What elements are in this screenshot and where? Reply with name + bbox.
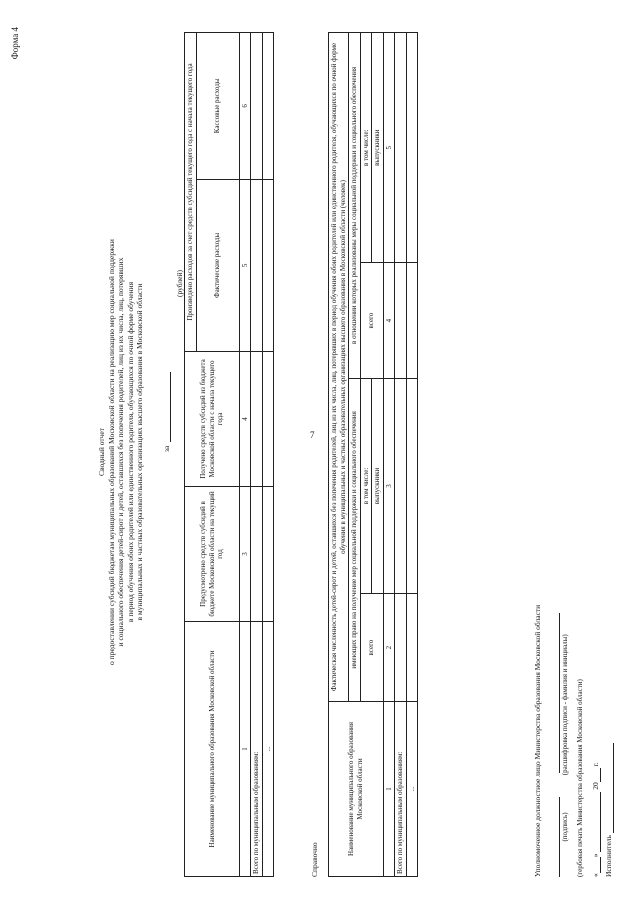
- signature-row: [549, 37, 560, 877]
- form-label: Форма 4: [10, 27, 20, 60]
- executor-row: [603, 37, 614, 877]
- t1-num-4: 4: [239, 352, 251, 487]
- period-label: за: [162, 445, 171, 452]
- caption-signature: (подпись): [561, 812, 569, 842]
- title-line-5: в муниципальных и частных образовательных организациях высшего образования в Московской области: [135, 283, 144, 621]
- t2-header-total-a: всего: [360, 594, 383, 702]
- date-row: [590, 37, 601, 877]
- t2-header-eligible: имеющих право на получение мер социальной поддержки и социального обеспечения: [349, 378, 361, 701]
- subsidy-table: [184, 32, 274, 877]
- date-quote-close: »: [591, 853, 600, 858]
- t2-total-cell: [395, 594, 407, 702]
- t2-total-label: Всего по муниципальным образованиям:: [395, 702, 407, 877]
- t2-total-cell: [395, 33, 407, 263]
- day-blank: [591, 857, 601, 873]
- rotated-form: [2, 17, 632, 892]
- t1-empty-cell: [262, 33, 274, 180]
- t1-header-cash: Кассовые расходы: [196, 33, 239, 180]
- units-label: (рублей): [175, 269, 184, 297]
- signature-line: [550, 797, 560, 877]
- t2-header-total-b: всего: [360, 263, 383, 378]
- t2-header-including-a: в том числе:: [360, 378, 372, 593]
- period-line: [162, 372, 171, 452]
- title-line-2: о предоставлении субсидий бюджетам муниципальных образований Московской области на реализацию мер социальной поддержки: [106, 239, 116, 665]
- year-blank: [591, 768, 601, 782]
- t2-header-including-b: в том числе:: [360, 33, 372, 263]
- t2-num-3: 3: [383, 378, 395, 593]
- t2-header-implemented: в отношении которых реализованы меры социальной поддержки и социального обеспечения: [349, 33, 361, 379]
- t2-num-2: 2: [383, 594, 395, 702]
- t2-empty-cell: [406, 594, 418, 702]
- t1-empty-cell: [262, 487, 274, 622]
- t1-header-planned: Предусмотрено средств субсидий в бюджете Московской области на текущий год: [185, 487, 240, 622]
- reference-label: Справочно: [310, 842, 319, 877]
- page-number: 7: [310, 430, 315, 440]
- title-line-4: в период обучения обоих родителей или единственного родителя, обучающихся по очной форме обучения: [125, 281, 135, 623]
- t1-header-received: Получено средств субсидий из бюджета Московской области с начала текущего года: [185, 352, 240, 487]
- executor-blank: [604, 743, 614, 833]
- report-title: [97, 102, 145, 802]
- t1-ellipsis: ...: [262, 622, 274, 877]
- t1-header-spent-group: Произведено расходов за счет средств субсидий текущего года с начала текущего года: [185, 33, 197, 352]
- t2-empty-cell: [406, 33, 418, 263]
- official-title: Уполномоченное должностное лицо Министерства образования Московской области: [533, 604, 542, 877]
- name-line: [550, 613, 560, 773]
- t1-total-cell: [251, 179, 263, 351]
- t2-num-1: 1: [383, 702, 395, 877]
- signature-captions: [560, 37, 571, 877]
- title-line-1: Сводный отчет: [97, 427, 106, 477]
- t2-empty-cell: [406, 378, 418, 593]
- stamp-caption: (гербовая печать Министерства образования Московской области): [576, 679, 584, 877]
- t2-ellipsis: ...: [406, 702, 418, 877]
- t1-total-cell: [251, 487, 263, 622]
- t2-total-cell: [395, 263, 407, 378]
- t1-total-cell: [251, 352, 263, 487]
- t1-header-actual: Фактические расходы: [196, 179, 239, 351]
- t2-num-5: 5: [383, 33, 395, 263]
- t1-header-municipality: Наименование муниципального образования Московской области: [185, 622, 240, 877]
- t1-total-label: Всего по муниципальным образованиям:: [251, 622, 263, 877]
- t1-num-1: 1: [239, 622, 251, 877]
- t2-header-group: Фактическая численность детей-сирот и детей, оставшихся без попечения родителей, лиц из их числа, лиц, потерявших в период обучения обоих родителей или единственного родителя, обучающихся по очной форме обучения в муниципальных и частных образовательных организациях высшего образования в Московской области (человек): [329, 33, 349, 702]
- t1-num-6: 6: [239, 33, 251, 180]
- title-line-3: и социального обеспечения детей-сирот и детей, оставшихся без попечения родителей, лиц из их числа, лиц, потерявших: [116, 257, 125, 647]
- t1-num-5: 5: [239, 179, 251, 351]
- t2-header-graduates-a: выпускники: [372, 378, 384, 593]
- signature-block: [532, 37, 614, 877]
- caption-name: (расшифровка подписи - фамилия и инициалы): [561, 634, 569, 776]
- date-quote-open: «: [591, 873, 600, 877]
- t2-total-cell: [395, 378, 407, 593]
- executor-label: Исполнитель: [604, 835, 613, 877]
- reference-table: [328, 32, 418, 877]
- t1-num-3: 3: [239, 487, 251, 622]
- year-suffix: г.: [591, 762, 600, 767]
- t1-total-cell: [251, 33, 263, 180]
- t1-empty-cell: [262, 179, 274, 351]
- t2-header-graduates-b: выпускники: [372, 33, 384, 263]
- t2-num-4: 4: [383, 263, 395, 378]
- month-blank: [591, 792, 601, 852]
- t2-empty-cell: [406, 263, 418, 378]
- year-prefix: 20: [591, 782, 600, 790]
- t2-header-municipality: Наименование муниципального образования Московской области: [329, 702, 384, 877]
- t1-empty-cell: [262, 352, 274, 487]
- period-blank: [162, 372, 171, 442]
